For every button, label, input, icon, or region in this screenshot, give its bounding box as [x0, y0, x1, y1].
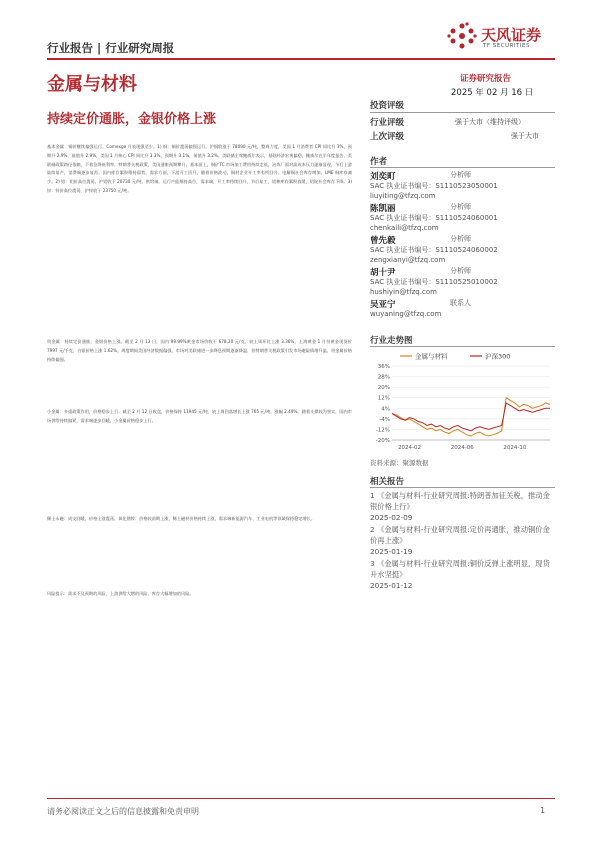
- report-title: 金属与材料: [47, 74, 137, 95]
- footer-disclaimer: 请务必阅读正文之后的信息披露和免责申明: [47, 807, 199, 816]
- page-number: 1: [540, 806, 546, 815]
- previous-rating-value: 强于大市: [511, 132, 539, 140]
- author-name: 陈凯丽: [370, 204, 396, 214]
- author-role: 分析师: [450, 203, 471, 211]
- legend-label: 金属与材料: [415, 352, 448, 361]
- author-cert: SAC 执业证书编号：S1110523050001: [370, 182, 498, 190]
- footer-rule: [47, 798, 555, 799]
- author-role: 分析师: [450, 267, 471, 275]
- related-report-link[interactable]: 1 《金属与材料-行业研究周报:特朗普加征关税，推动金银价格上行》: [370, 491, 550, 511]
- section-divider: [370, 112, 555, 113]
- related-heading: 相关报告: [370, 477, 405, 487]
- paragraph-base-metals: 基本金属：铜价继续偏强运行。Comexge 月表现强至少。1) 铜：铜价震荡偏强运行，沪铜收涨于 78090 元/吨，整周力度，美国 1 月消费者 CPI 同比升 3%，预期升 2.9%，前值升 2.9%，美国 1 月核心 CPI 同比升 3.3%，预期升 3.1%，前值升 3.2%。美联储主席鲍威尔表示，基础经济宏观偏稳，鲍威尔在半年度报告，美联储政策路径依赖，不着急降低利率，特朗普关税政策，美国通胀预期攀升。基本面上，铜矿TC 市场加工费用持续走低，冶炼厂面对高成本压力逐渐显现，节后上游陆续复产，消费端逐步复苏，国内库存累积维持弱势，需求方面，下游开工回升，随着价格波动，铜材企业开工率有所回升。电解铜社会库存增加，LME 铜库存减少。2) 铝：铝价高位震荡，沪铝收于 20730 元/吨。供给端，运行产能维持高位，需求端，开工率持续回升，节后复工，铝棒库存累积放缓，铝锭社会库存下降。3) 锌：锌价高位震荡，沪锌收于 23750 元/吨。: [47, 144, 352, 193]
- author-email[interactable]: hushiyin@tfzq.com: [370, 288, 437, 296]
- previous-rating-label: 上次评级: [370, 132, 405, 142]
- y-tick-label: -4%: [379, 416, 390, 423]
- report-type: 证券研究报告: [460, 74, 512, 84]
- paragraph-minor-metals: 小金属：多重政策作用，价格稳步上行。截至 2 月 12 日收盘，价格保持 11945 元/吨，较上周回落增长上涨 765 元/吨，涨幅 2.49%。随着支撑较为坚实，国内市场供给持续偏紧，需求端逐步回暖，小金属价格稳步上行。: [47, 409, 352, 423]
- report-date: 2025 年 02 月 16 日: [451, 88, 534, 98]
- author-cert: SAC 执业证书编号：S1110524060001: [370, 214, 498, 222]
- rating-heading: 投资评级: [370, 101, 405, 111]
- paragraph-rare-earth: 稀土永磁：成交回暖，价格上涨震荡。氧化镨钕：价格较前期上涨，稀土磁材价格持续上涨，需求端新能源汽车、工业电机等领域保持稳定增长。: [47, 516, 316, 521]
- brand-name-en: TF SECURITIES: [483, 43, 530, 49]
- related-report-link[interactable]: 2 《金属与材料-行业研究周报:定价再通胀，推动铜价金价再上涨》: [370, 525, 550, 545]
- y-tick-label: 28%: [377, 374, 390, 381]
- report-category: 行业报告 | 行业研究周报: [47, 41, 175, 55]
- author-role: 分析师: [450, 235, 471, 243]
- author-email[interactable]: liuyiting@tfzq.com: [370, 192, 436, 200]
- brand-mark-icon: [446, 20, 478, 52]
- brand-logo: [446, 20, 556, 50]
- legend-label: 沪深300: [485, 352, 511, 361]
- author-role: 分析师: [450, 171, 471, 179]
- y-tick-label: -20%: [375, 438, 390, 444]
- y-tick-label: 12%: [377, 395, 390, 402]
- brand-name: 天风证券: [481, 26, 542, 44]
- author-cert: SAC 执业证书编号：S1110525010002: [370, 278, 498, 286]
- related-list: [370, 490, 555, 591]
- authors-heading: 作者: [370, 157, 388, 167]
- trend-heading: 行业走势图: [370, 336, 413, 346]
- paragraph-risk: 风险提示：需求不及预期的风险、上游供给大增的风险、库存大幅增加的风险。: [47, 591, 194, 596]
- related-report-date: 2025-01-12: [370, 581, 413, 590]
- paragraph-precious-metals: 贵金属：持续定价通胀，金银价格上涨。截至 2 月 13 日，国内 99.99%黄金市场价收于 678.20 元/克，较上周环比上涨 3.36%。上海黄金 1 月份黄金现货价 7997 元/千克，白银价格上涨 1.62%。周度期间美国经济数据偏强，市场对美联储进一步降息预期逐渐降温，但特朗普关税政策引发市场避险情绪升温，贵金属价格持续偏强。: [47, 339, 352, 362]
- author-role: 联系人: [450, 299, 471, 307]
- x-tick-label: 2024-10: [503, 445, 527, 451]
- author-email[interactable]: zengxianyi@tfzq.com: [370, 256, 446, 264]
- y-tick-label: -12%: [375, 427, 390, 434]
- author-email[interactable]: wuyaning@tfzq.com: [370, 310, 442, 318]
- author-name: 吴亚宁: [370, 300, 396, 310]
- author-name: 胡十尹: [370, 268, 396, 278]
- chart-source: 资料来源：聚源数据: [370, 459, 429, 467]
- x-tick-label: 2024-06: [450, 445, 474, 451]
- trend-chart: [370, 350, 555, 455]
- y-tick-label: 4%: [381, 406, 390, 413]
- related-report-date: 2025-02-09: [370, 513, 413, 522]
- industry-rating-label: 行业评级: [370, 118, 405, 128]
- y-tick-label: 36%: [377, 364, 390, 370]
- industry-rating-value: 强于大市（维持评级）: [455, 118, 525, 126]
- header-rule: [47, 58, 555, 60]
- x-tick-label: 2024-02: [398, 445, 422, 451]
- related-report-link[interactable]: 3 《金属与材料-行业研究周报:铜价反弹上涨明显，现货升水坚挺》: [370, 559, 550, 579]
- section-divider: [370, 346, 555, 347]
- author-email[interactable]: chenkaili@tfzq.com: [370, 224, 439, 232]
- section-divider: [370, 487, 555, 488]
- author-name: 刘奕町: [370, 172, 396, 182]
- related-report-date: 2025-01-19: [370, 547, 413, 556]
- y-tick-label: 20%: [377, 385, 390, 392]
- section-divider: [370, 167, 555, 168]
- report-subtitle: 持续定价通胀，金银价格上涨: [47, 112, 217, 127]
- author-cert: SAC 执业证书编号：S1110524060002: [370, 246, 498, 254]
- series-line: [392, 403, 550, 431]
- author-name: 曾先毅: [370, 236, 396, 246]
